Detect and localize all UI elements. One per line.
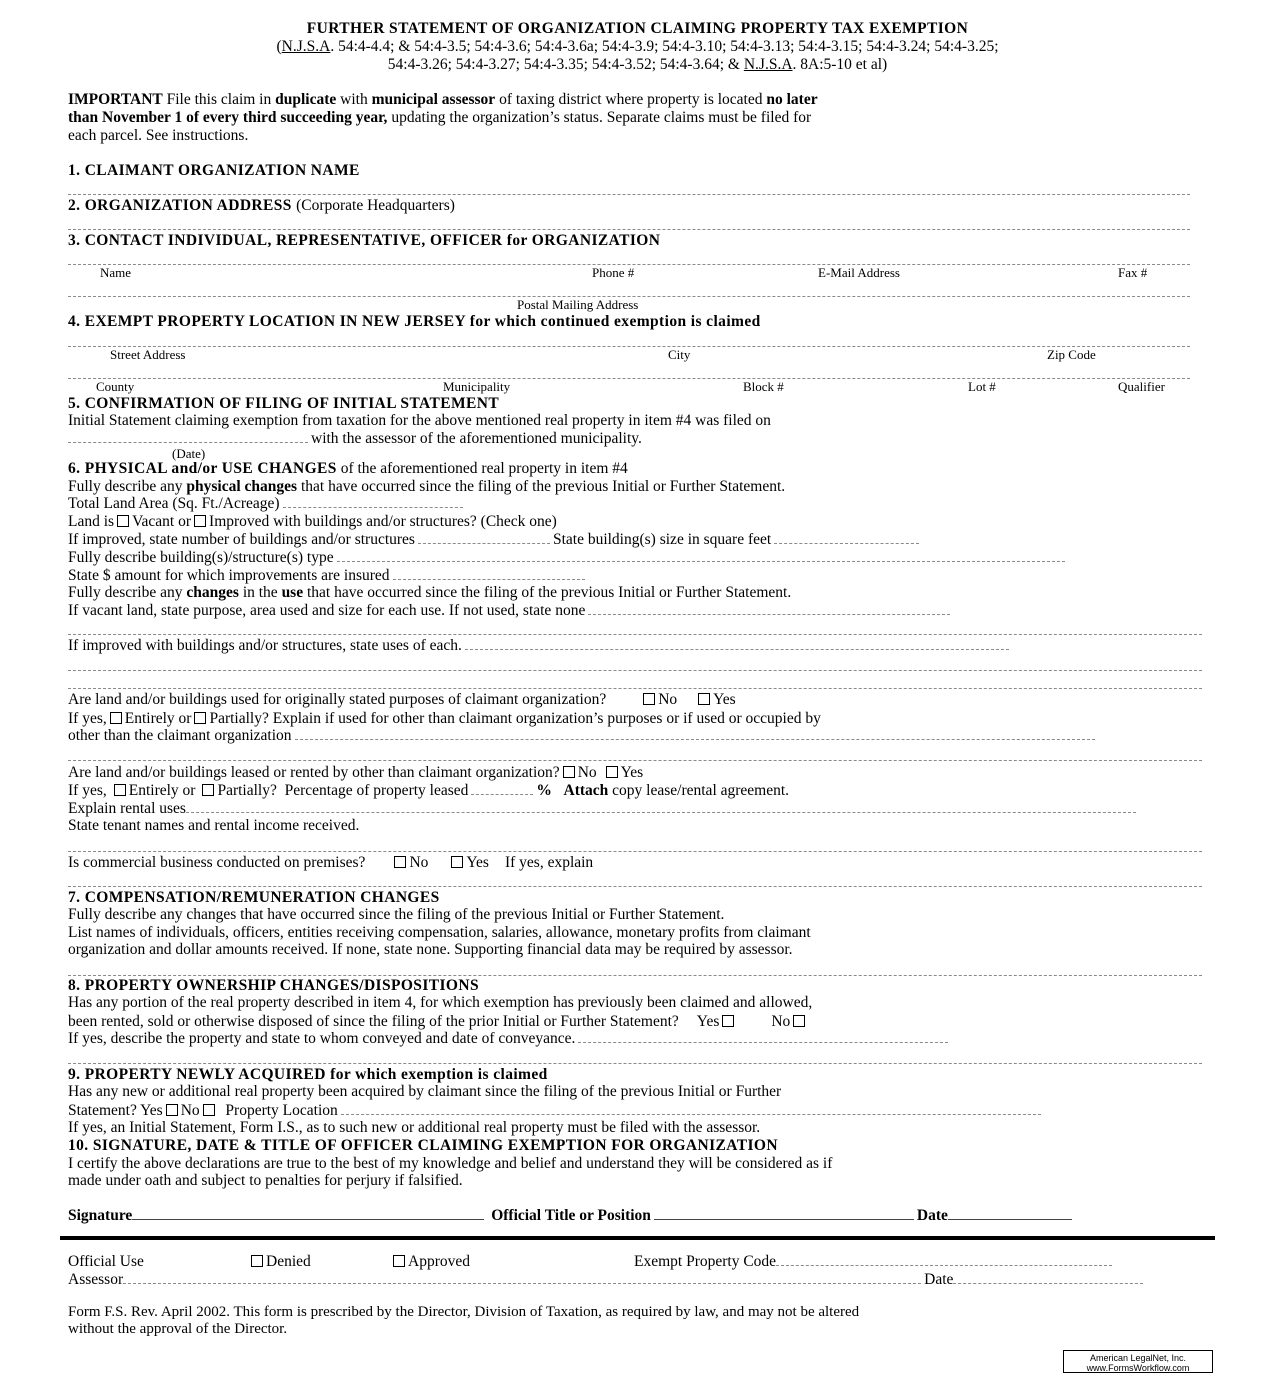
original-purpose-yes-checkbox[interactable] xyxy=(698,693,710,705)
buildings-count-line: If improved, state number of buildings and/or structures State building(s) size in square feet xyxy=(68,531,922,549)
section-8-title: 8. PROPERTY OWNERSHIP CHANGES/DISPOSITIONS xyxy=(68,977,480,994)
acquired-question-line: Statement? Yes No Property Location xyxy=(68,1102,1044,1120)
form-footer-1: Form F.S. Rev. April 2002. This form is prescribed by the Director, Division of Taxation, as required by law, and may not be altered xyxy=(68,1304,860,1320)
conveyance-line: If yes, describe the property and state to whom conveyed and date of conveyance. xyxy=(68,1030,951,1048)
block-label: Block # xyxy=(743,379,784,394)
leased-yes-checkbox[interactable] xyxy=(606,766,618,778)
form-footer-2: without the approval of the Director. xyxy=(68,1321,288,1337)
improved-uses-field[interactable] xyxy=(465,637,1009,650)
section-1-title: 1. CLAIMANT ORGANIZATION NAME xyxy=(68,162,360,179)
tenant-names-field[interactable] xyxy=(68,851,1202,852)
official-use-label: Official Use xyxy=(68,1253,144,1270)
physical-changes-text: Fully describe any physical changes that have occurred since the filing of the previous Initial or Further Statement. xyxy=(68,478,786,495)
use-changes-text: Fully describe any changes in the use that have occurred since the filing of the previous Initial or Further Statement. xyxy=(68,584,792,601)
acquired-yes-checkbox[interactable] xyxy=(166,1104,178,1116)
logo-company: American LegalNet, Inc. xyxy=(1089,1353,1187,1363)
date-label: (Date) xyxy=(172,446,206,461)
official-use-divider xyxy=(60,1236,1215,1240)
lease-extent-line: If yes, Entirely or Partially? Percentage of property leased % Attach copy lease/rental agreement. xyxy=(68,782,790,799)
leased-no-checkbox[interactable] xyxy=(563,766,575,778)
signature-date-field[interactable] xyxy=(948,1207,1072,1220)
contact-name-label: Name xyxy=(100,265,132,280)
important-line-2: than November 1 of every third succeeding year, updating the organization’s status. Separate claims must be filed for xyxy=(68,109,812,126)
section-5-title: 5. CONFIRMATION OF FILING OF INITIAL STATEMENT xyxy=(68,395,500,412)
vacant-use-continuation[interactable] xyxy=(68,634,1202,635)
compensation-text-1: Fully describe any changes that have occurred since the filing of the previous Initial or Further Statement. xyxy=(68,906,725,923)
improved-uses-continuation-1[interactable] xyxy=(68,670,1202,671)
exempt-code-field[interactable] xyxy=(776,1253,1112,1266)
filing-date-line: with the assessor of the aforementioned municipality. xyxy=(68,430,642,448)
assessor-date-field[interactable] xyxy=(953,1271,1143,1284)
section-10-title: 10. SIGNATURE, DATE & TITLE OF OFFICER CLAIMING EXEMPTION FOR ORGANIZATION xyxy=(68,1137,778,1154)
important-line-3: each parcel. See instructions. xyxy=(68,127,249,144)
approved-option: Approved xyxy=(390,1253,470,1271)
land-area-field[interactable] xyxy=(283,495,463,508)
section-6-title: 6. PHYSICAL and/or USE CHANGES of the aforementioned real property in item #4 xyxy=(68,460,628,477)
vacant-use-field[interactable] xyxy=(588,602,950,615)
land-area-line: Total Land Area (Sq. Ft./Acreage) xyxy=(68,495,466,513)
statute-citation-line-2: 54:4-3.26; 54:4-3.27; 54:4-3.35; 54:4-3.52; 54:4-3.64; & N.J.S.A. 8A:5-10 et al) xyxy=(387,56,888,73)
other-occupant-continuation[interactable] xyxy=(68,760,1202,761)
denied-checkbox[interactable] xyxy=(251,1255,263,1267)
leased-entirely-checkbox[interactable] xyxy=(114,784,126,796)
street-address-label: Street Address xyxy=(110,347,186,362)
improved-uses-continuation-2[interactable] xyxy=(68,688,1202,689)
assessor-field[interactable] xyxy=(123,1271,921,1284)
contact-phone-label: Phone # xyxy=(592,265,635,280)
organization-name-field[interactable] xyxy=(68,194,1190,195)
compensation-text-3: organization and dollar amounts received. If none, state none. Supporting financial data may be required by assessor. xyxy=(68,941,793,958)
other-occupant-field[interactable] xyxy=(295,727,1095,740)
section-3-title: 3. CONTACT INDIVIDUAL, REPRESENTATIVE, OFFICER for ORGANIZATION xyxy=(68,232,661,249)
lease-percentage-field[interactable] xyxy=(471,782,533,795)
contact-fax-label: Fax # xyxy=(1118,265,1148,280)
section-7-title: 7. COMPENSATION/REMUNERATION CHANGES xyxy=(68,889,440,906)
building-type-field[interactable] xyxy=(337,549,1065,562)
exempt-code-line: Exempt Property Code xyxy=(634,1253,1115,1271)
used-entirely-checkbox[interactable] xyxy=(110,712,122,724)
original-purpose-line: Are land and/or buildings used for originally stated purposes of claimant organization? No Yes xyxy=(68,691,736,708)
property-street-field[interactable] xyxy=(68,346,1190,347)
insured-amount-line: State $ amount for which improvements are insured xyxy=(68,567,588,585)
compensation-text-2: List names of individuals, officers, entities receiving compensation, salaries, allowance, monetary profits from claimant xyxy=(68,924,811,941)
tenant-names-line: State tenant names and rental income received. xyxy=(68,817,360,834)
acquired-text-1: Has any new or additional real property been acquired by claimant since the filing of the previous Initial or Further xyxy=(68,1083,782,1100)
signature-field[interactable] xyxy=(132,1207,484,1220)
initial-statement-text: Initial Statement claiming exemption from taxation for the above mentioned real property in item #4 was filed on xyxy=(68,412,771,429)
building-type-line: Fully describe building(s)/structure(s) type xyxy=(68,549,1068,567)
zip-code-label: Zip Code xyxy=(1047,347,1096,362)
section-9-title: 9. PROPERTY NEWLY ACQUIRED for which exemption is claimed xyxy=(68,1066,548,1083)
approved-checkbox[interactable] xyxy=(393,1255,405,1267)
section-4-title: 4. EXEMPT PROPERTY LOCATION IN NEW JERSEY for which continued exemption is claimed xyxy=(68,313,761,330)
statute-citation-line-1: (N.J.S.A. 54:4-4.4; & 54:4-3.5; 54:4-3.6; 54:4-3.6a; 54:4-3.9; 54:4-3.10; 54:4-3.13; 54:4-3.15; 54:4-3.24; 54:4-3.25; xyxy=(276,38,999,55)
commercial-yes-checkbox[interactable] xyxy=(451,856,463,868)
improved-uses-line: If improved with buildings and/or structures, state uses of each. xyxy=(68,637,1012,655)
signature-line: Signature Official Title or Position Date xyxy=(68,1207,1075,1225)
insured-amount-field[interactable] xyxy=(393,567,585,580)
original-purpose-no-checkbox[interactable] xyxy=(643,693,655,705)
city-label: City xyxy=(668,347,691,362)
american-legalnet-logo xyxy=(1063,1350,1213,1373)
important-line-1: IMPORTANT File this claim in duplicate with municipal assessor of taxing district where property is located no later xyxy=(68,91,818,108)
logo-url: www.FormsWorkflow.com xyxy=(1086,1363,1190,1373)
rental-uses-line: Explain rental uses xyxy=(68,800,1139,818)
conveyance-field[interactable] xyxy=(578,1030,948,1043)
buildings-count-field[interactable] xyxy=(418,531,550,544)
qualifier-label: Qualifier xyxy=(1118,379,1165,394)
acquired-text-3: If yes, an Initial Statement, Form I.S., as to such new or additional real property must be filed with the assessor. xyxy=(68,1119,761,1136)
filing-date-field[interactable] xyxy=(68,430,308,443)
acquired-no-checkbox[interactable] xyxy=(203,1104,215,1116)
commercial-explain-field[interactable] xyxy=(68,886,1202,887)
county-label: County xyxy=(96,379,135,394)
form-title: FURTHER STATEMENT OF ORGANIZATION CLAIMING PROPERTY TAX EXEMPTION xyxy=(306,20,969,37)
commercial-no-checkbox[interactable] xyxy=(394,856,406,868)
compensation-field[interactable] xyxy=(68,975,1202,976)
ownership-text-1: Has any portion of the real property described in item 4, for which exemption has previously been claimed and allowed, xyxy=(68,994,813,1011)
commercial-business-line: Is commercial business conducted on premises? No Yes If yes, explain xyxy=(68,854,594,871)
vacant-checkbox[interactable] xyxy=(117,515,129,527)
contact-email-label: E-Mail Address xyxy=(818,265,900,280)
postal-address-label: Postal Mailing Address xyxy=(517,297,639,312)
other-occupant-line: other than the claimant organization xyxy=(68,727,1098,745)
assessor-line: Assessor Date xyxy=(68,1271,1146,1289)
section-2-title: 2. ORGANIZATION ADDRESS (Corporate Headquarters) xyxy=(68,197,455,214)
building-size-field[interactable] xyxy=(774,531,919,544)
land-status-line: Land is Vacant or Improved with buildings and/or structures? (Check one) xyxy=(68,513,557,530)
improved-checkbox[interactable] xyxy=(194,515,206,527)
ownership-no-checkbox[interactable] xyxy=(793,1015,805,1027)
conveyance-continuation[interactable] xyxy=(68,1063,1202,1064)
ownership-question-line: been rented, sold or otherwise disposed of since the filing of the prior Initial or Further Statement? Yes No xyxy=(68,1013,808,1031)
leased-question-line: Are land and/or buildings leased or rented by other than claimant organization? No Yes xyxy=(68,764,644,781)
rental-uses-field[interactable] xyxy=(186,800,1136,813)
municipality-label: Municipality xyxy=(443,379,511,394)
certification-text-2: made under oath and subject to penalties for perjury if falsified. xyxy=(68,1172,463,1189)
property-location-field[interactable] xyxy=(341,1102,1041,1115)
lot-label: Lot # xyxy=(968,379,996,394)
ownership-yes-checkbox[interactable] xyxy=(722,1015,734,1027)
property-county-field[interactable] xyxy=(68,378,1190,379)
certification-text-1: I certify the above declarations are true to the best of my knowledge and belief and understand they will be considered as if xyxy=(68,1155,833,1172)
organization-address-field[interactable] xyxy=(68,229,1190,230)
leased-partially-checkbox[interactable] xyxy=(202,784,214,796)
vacant-use-line: If vacant land, state purpose, area used and size for each use. If not used, state none xyxy=(68,602,953,620)
usage-extent-line: If yes, Entirely or Partially? Explain if used for other than claimant organization’s purposes or if used or occupied by xyxy=(68,710,821,727)
used-partially-checkbox[interactable] xyxy=(194,712,206,724)
official-title-field[interactable] xyxy=(654,1207,914,1220)
denied-option: Denied xyxy=(248,1253,311,1271)
